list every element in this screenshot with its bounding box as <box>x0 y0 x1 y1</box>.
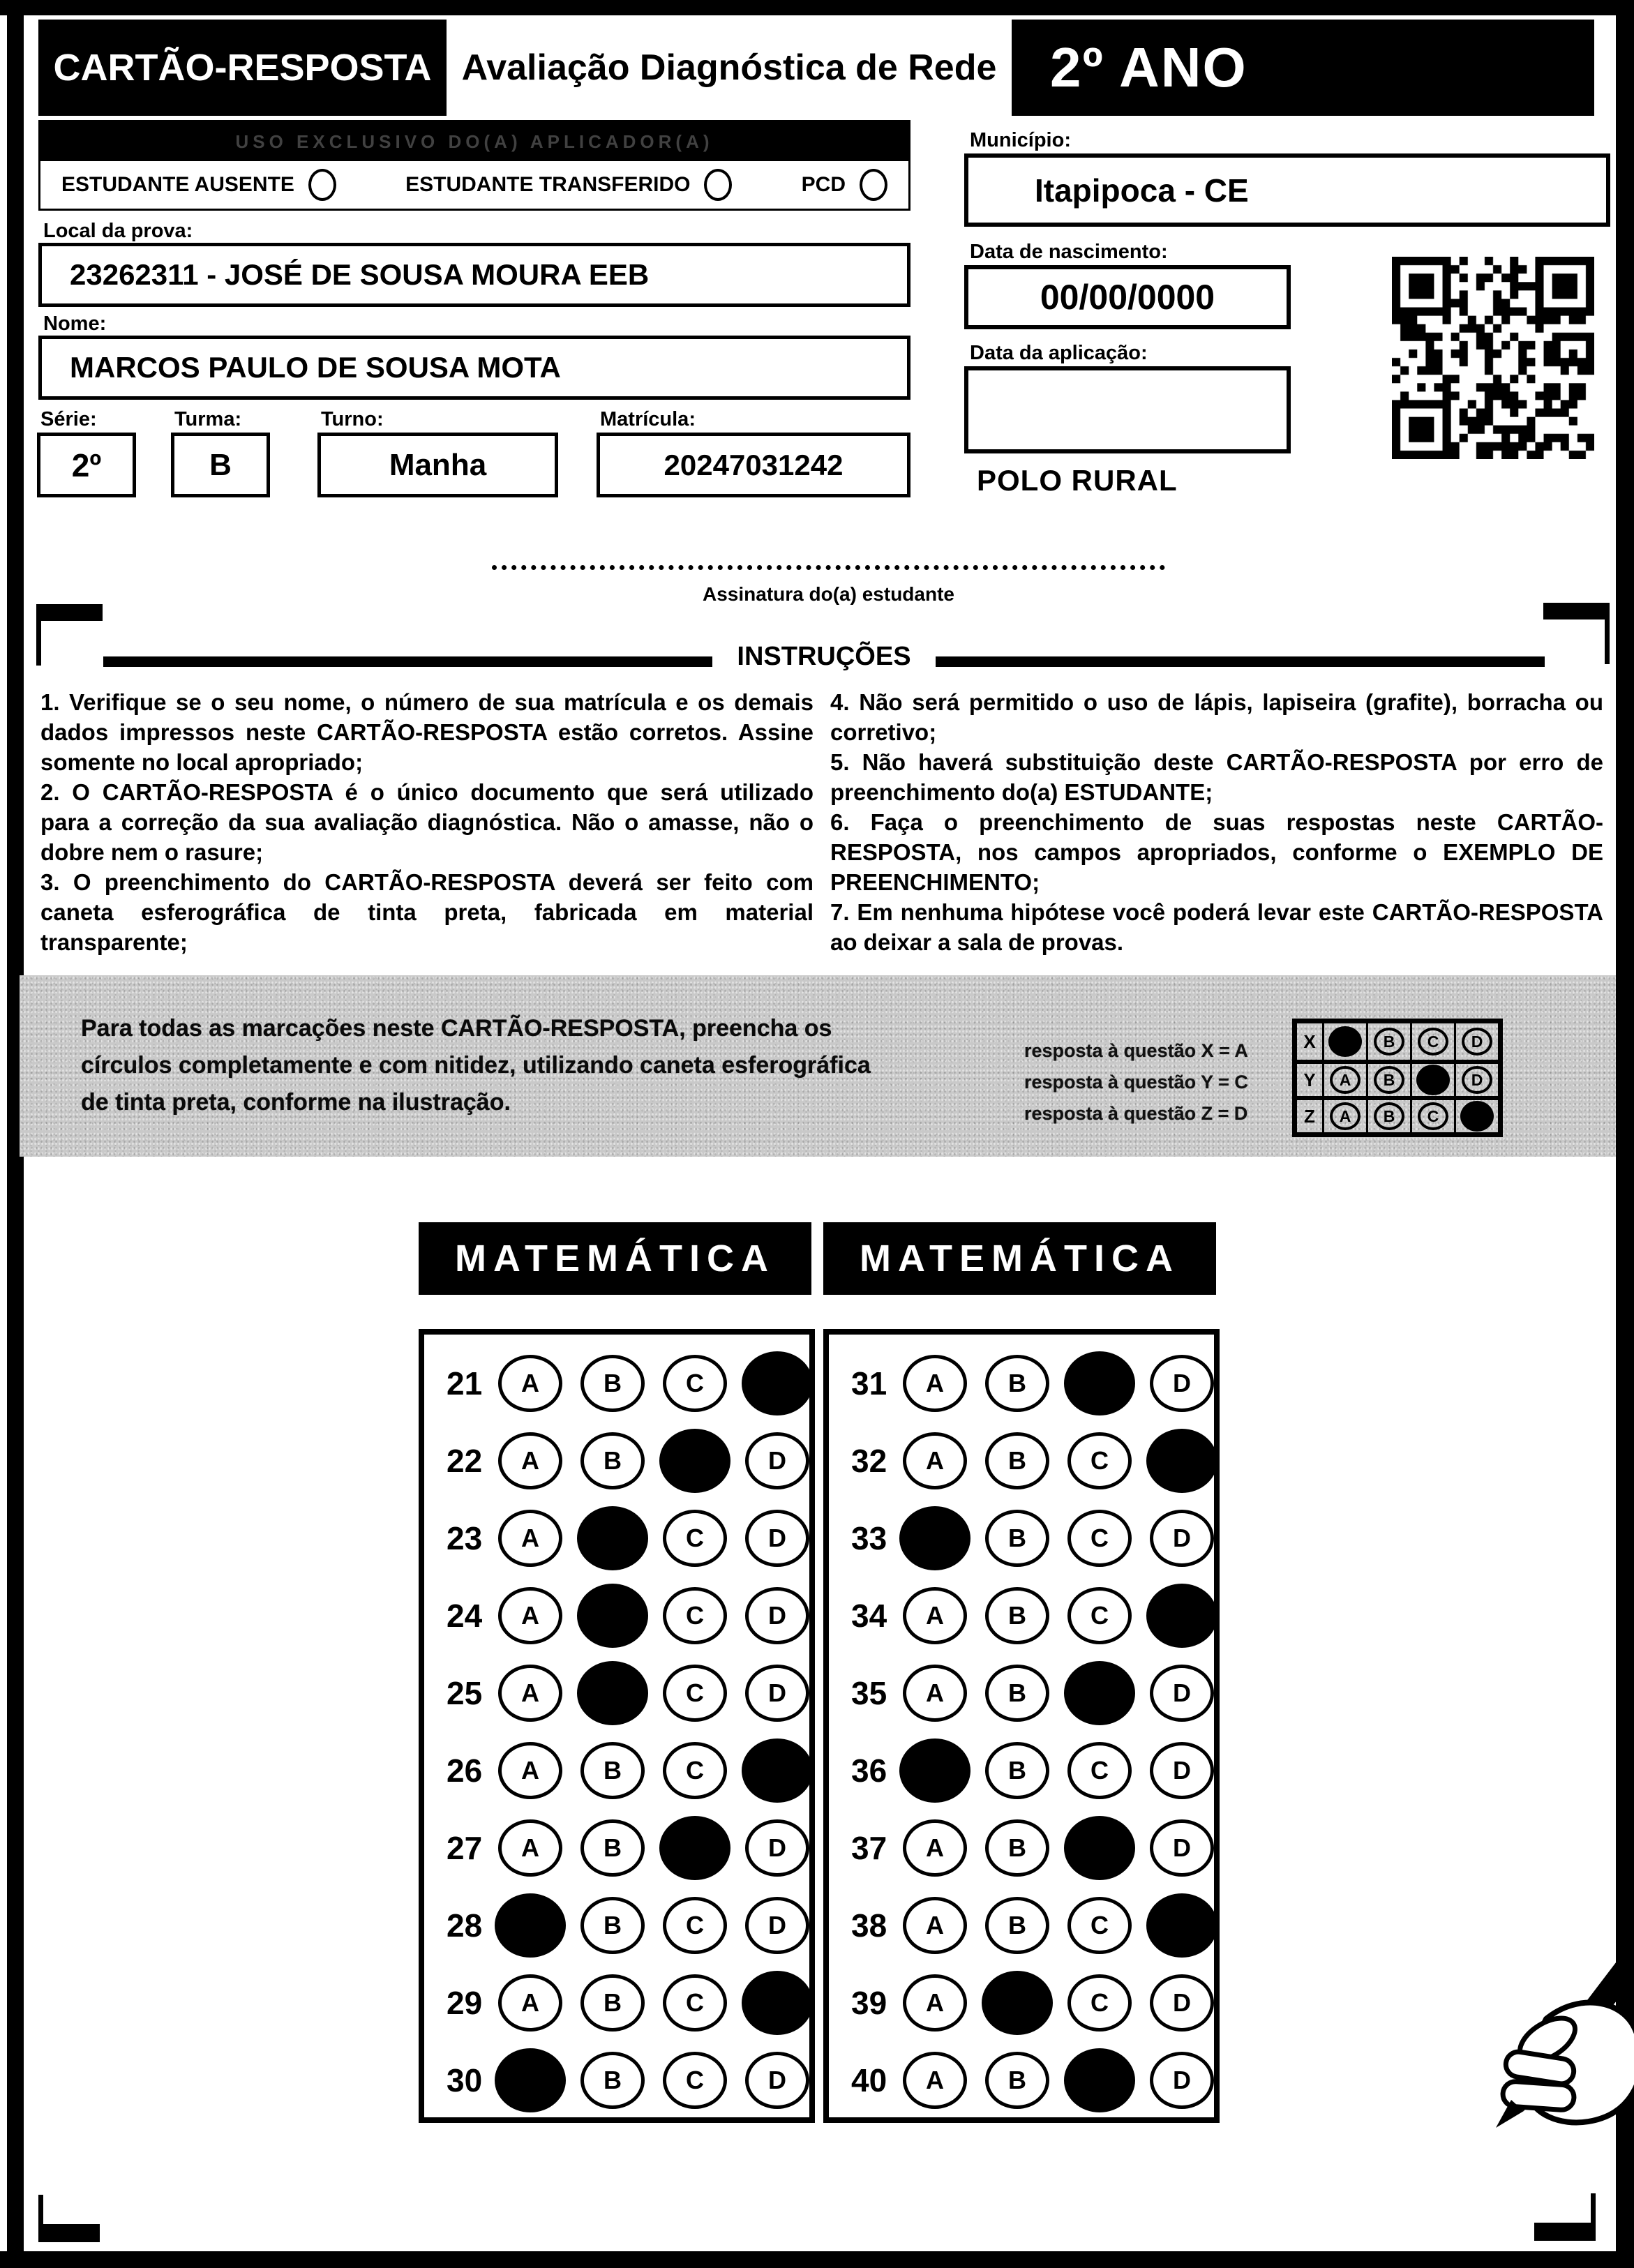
question-row-35 <box>829 1654 1214 1732</box>
grade-label: 2º ANO <box>1050 36 1247 98</box>
bubble-36-D[interactable]: D <box>1150 1742 1214 1799</box>
example-grid-row <box>1297 1060 1498 1096</box>
bubble-27-C-filled[interactable] <box>659 1816 730 1880</box>
bubble-group <box>903 1897 1214 1954</box>
example-legend <box>1024 1035 1248 1129</box>
bubble-30-C[interactable]: C <box>663 2052 727 2109</box>
question-number: 23 <box>447 1519 483 1556</box>
bubble-group <box>498 1587 809 1644</box>
bubble-group <box>903 1587 1214 1644</box>
instruction-item: 3. O preenchimento do CARTÃO-RESPOSTA deverá ser feito com caneta esferográfica de tinta preta, fabricada em material transparente; <box>40 869 814 955</box>
example-bubble-filled-C[interactable] <box>1416 1065 1450 1095</box>
example-bubble-C[interactable]: C <box>1418 1028 1448 1056</box>
question-row-38 <box>829 1886 1214 1964</box>
question-row-30 <box>424 2041 809 2119</box>
bubble-29-C[interactable]: C <box>663 1974 727 2032</box>
question-number: 27 <box>447 1829 483 1866</box>
bubble-23-A[interactable]: A <box>498 1510 562 1567</box>
bubble-31-D[interactable]: D <box>1150 1355 1214 1412</box>
bubble-25-C[interactable]: C <box>663 1665 727 1722</box>
bubble-24-B-filled[interactable] <box>577 1584 648 1648</box>
bubble-group <box>498 1355 809 1412</box>
local-label: Local da prova: <box>43 220 193 242</box>
bubble-22-A[interactable]: A <box>498 1432 562 1489</box>
example-bubble-filled-D[interactable] <box>1460 1101 1494 1132</box>
turno-value: Manha <box>389 447 487 482</box>
instruction-item: 2. O CARTÃO-RESPOSTA é o único documento que será utilizado para a correção da sua avaliação diagnóstica. Não o amasse, não o dobre nem o rasure; <box>40 779 814 865</box>
question-row-33 <box>829 1499 1214 1577</box>
question-row-24 <box>424 1577 809 1654</box>
page-border-right <box>1616 15 1634 2251</box>
turma-label: Turma: <box>174 408 242 430</box>
registration-mark-top-right <box>1543 603 1610 664</box>
matricula-field <box>597 433 910 497</box>
bubble-30-B[interactable]: B <box>580 2052 645 2109</box>
aplicacao-field[interactable] <box>964 366 1291 453</box>
local-value: 23262311 - JOSÉ DE SOUSA MOURA EEB <box>70 258 650 291</box>
bubble-group <box>498 1510 809 1567</box>
question-number: 30 <box>447 2062 483 2098</box>
bubble-35-A[interactable]: A <box>903 1665 967 1722</box>
bubble-21-D-filled[interactable] <box>742 1351 813 1415</box>
bubble-group <box>903 1742 1214 1799</box>
example-bubble-D[interactable]: D <box>1462 1066 1492 1094</box>
bubble-35-D[interactable]: D <box>1150 1665 1214 1722</box>
instruction-item: 5. Não haverá substituição deste CARTÃO-RESPOSTA por erro de preenchimento do(a) ESTUDANTE; <box>830 749 1603 805</box>
example-bubble-C[interactable]: C <box>1418 1102 1448 1130</box>
status-option-label: ESTUDANTE TRANSFERIDO <box>405 173 691 196</box>
example-bubble-A[interactable]: A <box>1330 1066 1361 1094</box>
bubble-31-A[interactable]: A <box>903 1355 967 1412</box>
example-bubble-filled-A[interactable] <box>1328 1026 1362 1057</box>
bubble-25-A[interactable]: A <box>498 1665 562 1722</box>
question-row-40 <box>829 2041 1214 2119</box>
example-grid-row <box>1297 1096 1498 1132</box>
matricula-value: 20247031242 <box>664 448 844 481</box>
bubble-group <box>903 1355 1214 1412</box>
bubble-22-C-filled[interactable] <box>659 1429 730 1493</box>
bubble-40-D[interactable]: D <box>1150 2052 1214 2109</box>
status-option-circle[interactable] <box>860 169 887 201</box>
bubble-38-D-filled[interactable] <box>1146 1893 1217 1958</box>
question-row-25 <box>424 1654 809 1732</box>
bubble-27-A[interactable]: A <box>498 1819 562 1877</box>
section-header-math-2: MATEMÁTICA <box>823 1222 1216 1295</box>
bubble-36-B[interactable]: B <box>985 1742 1049 1799</box>
bubble-27-D[interactable]: D <box>745 1819 809 1877</box>
question-number: 24 <box>447 1597 483 1634</box>
municipio-label: Município: <box>970 129 1071 151</box>
instruction-item: 7. Em nenhuma hipótese você poderá levar este CARTÃO-RESPOSTA ao deixar a sala de provas. <box>830 899 1603 955</box>
municipio-field <box>964 153 1610 227</box>
instructions-rule-left <box>103 656 712 667</box>
status-option-circle[interactable] <box>308 169 336 201</box>
example-grid-row <box>1297 1023 1498 1060</box>
question-number: 39 <box>851 1984 887 2021</box>
bubble-23-C[interactable]: C <box>663 1510 727 1567</box>
question-row-23 <box>424 1499 809 1577</box>
example-cell <box>1366 1064 1410 1096</box>
example-row-label: X <box>1303 1030 1316 1052</box>
bubble-29-D-filled[interactable] <box>742 1971 813 2035</box>
municipio-value: Itapipoca - CE <box>1035 172 1249 209</box>
bubble-26-B[interactable]: B <box>580 1742 645 1799</box>
question-row-26 <box>424 1732 809 1809</box>
instruction-item: 1. Verifique se o seu nome, o número de sua matrícula e os demais dados impressos neste CARTÃO-RESPOSTA estão corretos. Assine somente no local apropriado; <box>40 689 814 775</box>
question-number: 34 <box>851 1597 887 1634</box>
bubble-group <box>903 1819 1214 1877</box>
bubble-27-B[interactable]: B <box>580 1819 645 1877</box>
bubble-24-D[interactable]: D <box>745 1587 809 1644</box>
applicator-bar-text: USO EXCLUSIVO DO(A) APLICADOR(A) <box>40 122 908 161</box>
bubble-26-C[interactable]: C <box>663 1742 727 1799</box>
assessment-subtitle: Avaliação Diagnóstica de Rede <box>447 20 1012 116</box>
bubble-group <box>903 2052 1214 2109</box>
bubble-28-B[interactable]: B <box>580 1897 645 1954</box>
status-option-circle[interactable] <box>704 169 732 201</box>
bubble-group <box>903 1665 1214 1722</box>
bubble-34-B[interactable]: B <box>985 1587 1049 1644</box>
nome-value: MARCOS PAULO DE SOUSA MOTA <box>70 351 561 384</box>
question-row-27 <box>424 1809 809 1886</box>
example-cell <box>1322 1064 1366 1096</box>
bubble-31-C-filled[interactable] <box>1064 1351 1135 1415</box>
question-row-34 <box>829 1577 1214 1654</box>
example-instruction-text: Para todas as marcações neste CARTÃO-RESPOSTA, preencha os círculos completamente e com nitidez, utilizando caneta esferográfica de tinta preta, conforme na ilustração. <box>81 1015 871 1116</box>
nome-field <box>38 336 910 400</box>
bubble-33-B[interactable]: B <box>985 1510 1049 1567</box>
example-cell <box>1366 1023 1410 1060</box>
bubble-33-A-filled[interactable] <box>899 1506 970 1570</box>
bubble-36-A-filled[interactable] <box>899 1738 970 1803</box>
question-number: 29 <box>447 1984 483 2021</box>
bubble-40-A[interactable]: A <box>903 2052 967 2109</box>
bubble-37-D[interactable]: D <box>1150 1819 1214 1877</box>
example-row-label: Z <box>1304 1105 1315 1127</box>
instructions-rule-right <box>936 656 1545 667</box>
bubble-group <box>498 1819 809 1877</box>
bubble-39-B-filled[interactable] <box>982 1971 1053 2035</box>
example-cell <box>1366 1100 1410 1132</box>
question-number: 26 <box>447 1752 483 1789</box>
local-field <box>38 243 910 307</box>
registration-mark-top-left <box>36 604 103 666</box>
hand-pen-illustration <box>1436 1952 1634 2135</box>
qr-code <box>1392 257 1594 459</box>
question-number: 31 <box>851 1365 887 1402</box>
example-cell <box>1322 1023 1366 1060</box>
bubble-23-B-filled[interactable] <box>577 1506 648 1570</box>
example-legend-line: resposta à questão Y = C <box>1024 1072 1248 1092</box>
bubble-35-B[interactable]: B <box>985 1665 1049 1722</box>
sheet-title: CARTÃO-RESPOSTA <box>53 47 432 89</box>
question-number: 40 <box>851 2062 887 2098</box>
bubble-38-A[interactable]: A <box>903 1897 967 1954</box>
status-option-label: ESTUDANTE AUSENTE <box>61 173 294 196</box>
answer-grid-21-30 <box>419 1329 815 2123</box>
bubble-34-C[interactable]: C <box>1067 1587 1132 1644</box>
bubble-40-B[interactable]: B <box>985 2052 1049 2109</box>
registration-mark-bottom-right <box>1534 2193 1596 2241</box>
nascimento-field <box>964 265 1291 329</box>
registration-mark-bottom-left <box>38 2195 100 2242</box>
example-cell <box>1322 1100 1366 1132</box>
bubble-39-C[interactable]: C <box>1067 1974 1132 2032</box>
bubble-group <box>498 1897 809 1954</box>
bubble-36-C[interactable]: C <box>1067 1742 1132 1799</box>
bubble-group <box>498 1974 809 2032</box>
question-row-22 <box>424 1422 809 1499</box>
bubble-group <box>498 2052 809 2109</box>
bubble-37-A[interactable]: A <box>903 1819 967 1877</box>
signature-line[interactable] <box>492 565 1165 570</box>
bubble-32-D-filled[interactable] <box>1146 1429 1217 1493</box>
question-number: 32 <box>851 1442 887 1479</box>
answer-grid-31-40 <box>823 1329 1220 2123</box>
bubble-34-A[interactable]: A <box>903 1587 967 1644</box>
turma-field <box>171 433 270 497</box>
example-cell <box>1410 1100 1454 1132</box>
bubble-24-C[interactable]: C <box>663 1587 727 1644</box>
serie-field <box>37 433 136 497</box>
nascimento-value: 00/00/0000 <box>1040 278 1215 317</box>
turno-field <box>317 433 558 497</box>
bubble-25-B-filled[interactable] <box>577 1661 648 1725</box>
example-legend-line: resposta à questão X = A <box>1024 1040 1248 1061</box>
instructions-column-left <box>40 687 814 957</box>
turno-label: Turno: <box>321 408 384 430</box>
signature-label: Assinatura do(a) estudante <box>703 583 954 605</box>
bubble-39-D[interactable]: D <box>1150 1974 1214 2032</box>
example-cell <box>1410 1023 1454 1060</box>
status-option-2 <box>405 169 732 201</box>
bubble-31-B[interactable]: B <box>985 1355 1049 1412</box>
bubble-37-B[interactable]: B <box>985 1819 1049 1877</box>
bubble-40-C-filled[interactable] <box>1064 2048 1135 2112</box>
bubble-32-C[interactable]: C <box>1067 1432 1132 1489</box>
bubble-35-C-filled[interactable] <box>1064 1661 1135 1725</box>
question-number: 35 <box>851 1674 887 1711</box>
bubble-22-B[interactable]: B <box>580 1432 645 1489</box>
bubble-26-D-filled[interactable] <box>742 1738 813 1803</box>
question-number: 38 <box>851 1907 887 1944</box>
example-cell <box>1454 1023 1498 1060</box>
turma-value: B <box>209 447 232 482</box>
question-number: 36 <box>851 1752 887 1789</box>
status-options-row <box>40 161 908 209</box>
question-row-31 <box>829 1344 1214 1422</box>
section-header-math-1: MATEMÁTICA <box>419 1222 811 1295</box>
question-row-32 <box>829 1422 1214 1499</box>
bubble-24-A[interactable]: A <box>498 1587 562 1644</box>
polo-label: POLO RURAL <box>977 464 1178 497</box>
status-option-1 <box>61 169 336 201</box>
aplicacao-label: Data da aplicação: <box>970 342 1148 364</box>
bubble-group <box>903 1510 1214 1567</box>
example-band <box>20 975 1616 1157</box>
question-row-28 <box>424 1886 809 1964</box>
bubble-21-A[interactable]: A <box>498 1355 562 1412</box>
bubble-group <box>498 1432 809 1489</box>
question-row-21 <box>424 1344 809 1422</box>
bubble-29-B[interactable]: B <box>580 1974 645 2032</box>
serie-label: Série: <box>40 408 97 430</box>
bubble-group <box>903 1974 1214 2032</box>
instructions-column-right <box>830 687 1603 957</box>
question-number: 33 <box>851 1519 887 1556</box>
bubble-33-D[interactable]: D <box>1150 1510 1214 1567</box>
bubble-28-D[interactable]: D <box>745 1897 809 1954</box>
header-band <box>38 20 1594 116</box>
bubble-38-C[interactable]: C <box>1067 1897 1132 1954</box>
example-grid <box>1292 1019 1503 1137</box>
example-bubble-B[interactable]: B <box>1374 1066 1404 1094</box>
status-option-3 <box>802 169 887 201</box>
bubble-29-A[interactable]: A <box>498 1974 562 2032</box>
bubble-39-A[interactable]: A <box>903 1974 967 2032</box>
bubble-34-D-filled[interactable] <box>1146 1584 1217 1648</box>
question-number: 28 <box>447 1907 483 1944</box>
bubble-21-C[interactable]: C <box>663 1355 727 1412</box>
nome-label: Nome: <box>43 313 107 335</box>
example-bubble-D[interactable]: D <box>1462 1028 1492 1056</box>
bubble-33-C[interactable]: C <box>1067 1510 1132 1567</box>
bubble-group <box>498 1665 809 1722</box>
bubble-30-A-filled[interactable] <box>495 2048 566 2112</box>
example-legend-line: resposta à questão Z = D <box>1024 1103 1248 1124</box>
example-cell <box>1454 1064 1498 1096</box>
bubble-22-D[interactable]: D <box>745 1432 809 1489</box>
example-bubble-B[interactable]: B <box>1374 1102 1404 1130</box>
matricula-label: Matrícula: <box>600 408 696 430</box>
question-row-39 <box>829 1964 1214 2041</box>
bubble-group <box>903 1432 1214 1489</box>
instruction-item: 6. Faça o preenchimento de suas respostas neste CARTÃO-RESPOSTA, nos campos apropriados, conforme o EXEMPLO DE PREENCHIMENTO; <box>830 809 1603 895</box>
example-row-label: Y <box>1303 1069 1316 1090</box>
bubble-21-B[interactable]: B <box>580 1355 645 1412</box>
status-option-label: PCD <box>801 173 846 196</box>
question-number: 25 <box>447 1674 483 1711</box>
instruction-item: 4. Não será permitido o uso de lápis, lapiseira (grafite), borracha ou corretivo; <box>830 689 1603 745</box>
bubble-37-C-filled[interactable] <box>1064 1816 1135 1880</box>
bubble-26-A[interactable]: A <box>498 1742 562 1799</box>
bubble-38-B[interactable]: B <box>985 1897 1049 1954</box>
example-cell <box>1410 1064 1454 1096</box>
bubble-25-D[interactable]: D <box>745 1665 809 1722</box>
bubble-32-B[interactable]: B <box>985 1432 1049 1489</box>
question-number: 22 <box>447 1442 483 1479</box>
example-bubble-B[interactable]: B <box>1374 1028 1404 1056</box>
question-row-29 <box>424 1964 809 2041</box>
example-bubble-A[interactable]: A <box>1330 1102 1361 1130</box>
question-row-37 <box>829 1809 1214 1886</box>
question-number: 21 <box>447 1365 483 1402</box>
page-border-bottom <box>0 2251 1634 2268</box>
bubble-28-C[interactable]: C <box>663 1897 727 1954</box>
nascimento-label: Data de nascimento: <box>970 241 1168 263</box>
applicator-status-box <box>38 120 910 211</box>
page-border-top <box>0 0 1634 15</box>
question-row-36 <box>829 1732 1214 1809</box>
instructions-title: INSTRUÇÕES <box>737 642 911 671</box>
bubble-30-D[interactable]: D <box>745 2052 809 2109</box>
question-number: 37 <box>851 1829 887 1866</box>
bubble-group <box>498 1742 809 1799</box>
bubble-23-D[interactable]: D <box>745 1510 809 1567</box>
bubble-32-A[interactable]: A <box>903 1432 967 1489</box>
bubble-28-A-filled[interactable] <box>495 1893 566 1958</box>
example-cell <box>1454 1100 1498 1132</box>
serie-value: 2º <box>71 446 102 483</box>
